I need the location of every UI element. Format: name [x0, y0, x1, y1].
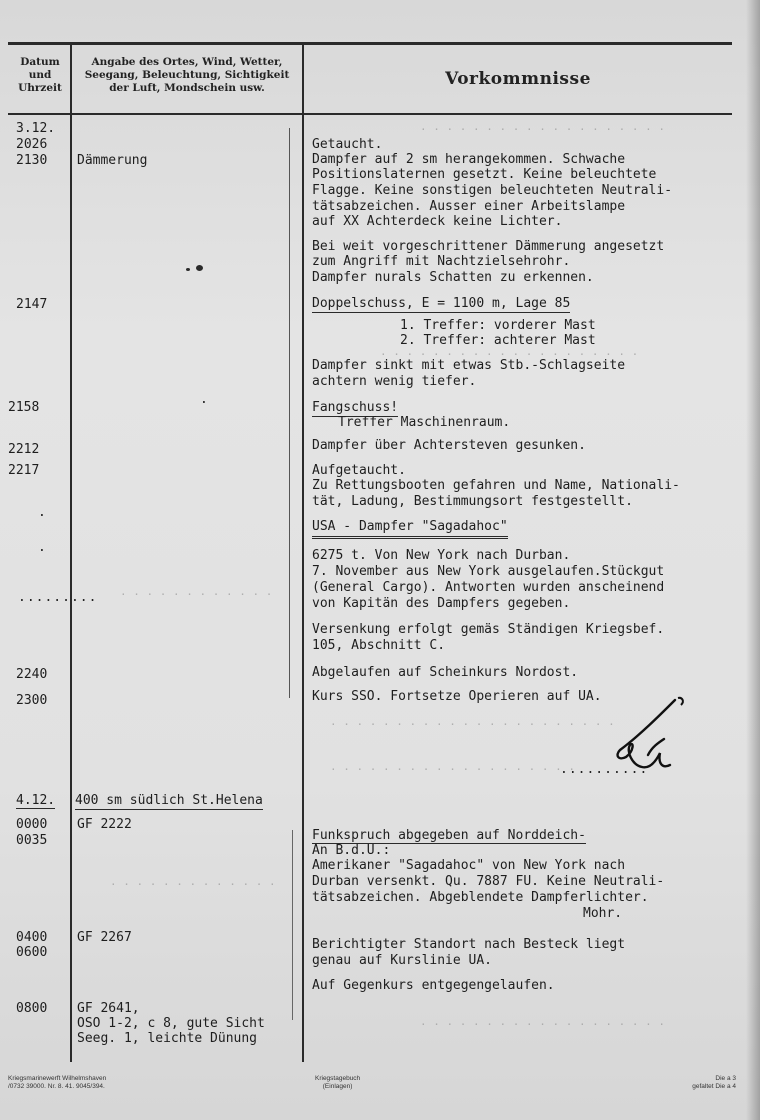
location-entry: GF 2267 — [77, 930, 132, 945]
footer-printer-info: Kriegsmarinewerft Wilhelmshaven /0732 39000. Nr. 8. 41. 9045/394. — [8, 1075, 107, 1090]
footer-fold-info: Die a 3 gefaltet Die a 4 — [692, 1075, 736, 1090]
event-line: tätsabzeichen. Ausser einer Arbeitslampe — [312, 199, 626, 214]
page-edge-shadow — [746, 0, 760, 1120]
event-line — [312, 828, 586, 844]
time-entry: 0400 — [16, 930, 48, 945]
event-line: USA - Dampfer "Sagadahoc" — [312, 519, 508, 539]
event-line: Dampfer über Achtersteven gesunken. — [312, 438, 586, 453]
time-entry: 2158 — [8, 400, 40, 415]
margin-dot: . — [38, 505, 46, 520]
time-entry: 2240 — [16, 667, 48, 682]
bleed-through-text: . . . . . . . . . . . . . . . . . . . — [420, 120, 666, 133]
ink-blot — [196, 265, 203, 271]
event-line: Treffer Maschinenraum. — [338, 415, 511, 430]
event-line: Bei weit vorgeschrittener Dämmerung angesetzt — [312, 239, 665, 254]
event-line: Zu Rettungsbooten gefahren und Name, Nationali- — [312, 478, 680, 493]
event-line: Kurs SSO. Fortsetze Operieren auf UA. — [312, 689, 602, 704]
event-line: Abgelaufen auf Scheinkurs Nordost. — [312, 665, 579, 680]
funkspruch-label: Funkspruch abgegeben auf Norddeich- — [312, 828, 586, 843]
location-entry: GF 2641, — [77, 1001, 140, 1016]
location-entry: OSO 1-2, c 8, gute Sicht — [77, 1016, 265, 1031]
margin-dot: . — [200, 392, 208, 407]
event-line: Doppelschuss, E = 1100 m, Lage 85 — [312, 296, 571, 311]
event-line: (General Cargo). Antworten wurden anscheinend — [312, 580, 665, 595]
header-events: Vorkommnisse — [445, 69, 591, 89]
dotted-separator: ......... — [18, 590, 98, 605]
column-rule-1 — [70, 44, 72, 1062]
event-line: Fangschuss! — [312, 400, 399, 415]
event-line: von Kapitän des Dampfers gegeben. — [312, 596, 571, 611]
event-line: genau auf Kurslinie UA. — [312, 953, 493, 968]
time-entry: 0600 — [16, 945, 48, 960]
hand-drawn-line — [289, 128, 290, 698]
event-line: 105, Abschnitt C. — [312, 638, 446, 653]
time-entry: 2026 — [16, 137, 48, 152]
event-line: Getaucht. — [312, 137, 383, 152]
header-location-weather: Angabe des Ortes, Wind, Wetter, Seegang, Beleuchtung, Sichtigkeit der Luft, Mondschein usw. — [84, 56, 290, 94]
column-rule-2 — [302, 44, 304, 1062]
bleed-through-text: . . . . . . . . . . . . . . . . . . . — [330, 760, 576, 773]
event-line: Dampfer nurals Schatten zu erkennen. — [312, 270, 594, 285]
event-line: auf XX Achterdeck keine Lichter. — [312, 214, 563, 229]
header-bottom-rule — [8, 113, 732, 115]
event-line: Amerikaner "Sagadahoc" von New York nach — [312, 858, 626, 873]
time-entry: 0035 — [16, 833, 48, 848]
event-line: Positionslaternen gesetzt. Keine beleuchtete — [312, 167, 657, 182]
event-line: Versenkung erfolgt gemäs Ständigen Kriegsbef. — [312, 622, 665, 637]
event-line: 7. November aus New York ausgelaufen.Stückgut — [312, 564, 665, 579]
event-line: Berichtigter Standort nach Besteck liegt — [312, 937, 626, 952]
footer-form-name: Kriegstagebuch (Einlagen) — [315, 1075, 361, 1090]
time-entry: 2212 — [8, 442, 40, 457]
time-entry: 0800 — [16, 1001, 48, 1016]
table-top-rule — [8, 42, 732, 45]
time-entry: 2300 — [16, 693, 48, 708]
location-entry: 400 sm südlich St.Helena — [75, 793, 263, 808]
bleed-through-text: . . . . . . . . . . . . . . . . . . . . — [380, 345, 639, 358]
bleed-through-text: . . . . . . . . . . . . . — [110, 875, 276, 888]
event-line: Dampfer auf 2 sm herangekommen. Schwache — [312, 152, 626, 167]
event-line: 6275 t. Von New York nach Durban. — [312, 548, 571, 563]
event-line: An B.d.U.: — [312, 843, 391, 858]
margin-dot: . — [38, 540, 46, 555]
time-entry: 2217 — [8, 463, 40, 478]
location-entry: Dämmerung — [77, 153, 148, 168]
time-entry: 2130 — [16, 153, 48, 168]
bleed-through-text: . . . . . . . . . . . . . . . . . . . — [420, 1015, 666, 1028]
hand-drawn-line-lower — [292, 830, 293, 1020]
ink-blot — [186, 268, 190, 271]
signature-dotted-line: .......... — [560, 762, 649, 777]
event-line: 1. Treffer: vorderer Mast — [400, 318, 596, 333]
event-line: Aufgetaucht. — [312, 463, 406, 478]
bleed-through-text: . . . . . . . . . . . . — [120, 585, 273, 598]
event-line: Dampfer sinkt mit etwas Stb.-Schlagseite — [312, 358, 626, 373]
date-entry: 4.12. — [16, 793, 56, 808]
event-line: 2. Treffer: achterer Mast — [400, 333, 596, 348]
location-entry: GF 2222 — [77, 817, 132, 832]
date-entry: 3.12. — [16, 121, 56, 136]
time-entry: 0000 — [16, 817, 48, 832]
event-line: Flagge. Keine sonstigen beleuchteten Neutrali- — [312, 183, 673, 198]
event-line: achtern wenig tiefer. — [312, 374, 477, 389]
time-entry: 2147 — [16, 297, 48, 312]
bleed-through-text: . . . . . . . . . . . . . . . . . . . . . . — [330, 715, 615, 728]
event-line: tät, Ladung, Bestimmungsort festgestellt. — [312, 494, 633, 509]
event-line: tätsabzeichen. Abgeblendete Dampferlichter. — [312, 890, 649, 905]
event-line: Durban versenkt. Qu. 7887 FU. Keine Neutrali- — [312, 874, 665, 889]
location-entry: Seeg. 1, leichte Dünung — [77, 1031, 258, 1046]
event-line: zum Angriff mit Nachtzielsehrohr. — [312, 254, 571, 269]
header-date-time: Datum und Uhrzeit — [18, 56, 62, 94]
event-line: Mohr. — [583, 906, 623, 921]
event-line: Auf Gegenkurs entgegengelaufen. — [312, 978, 555, 993]
